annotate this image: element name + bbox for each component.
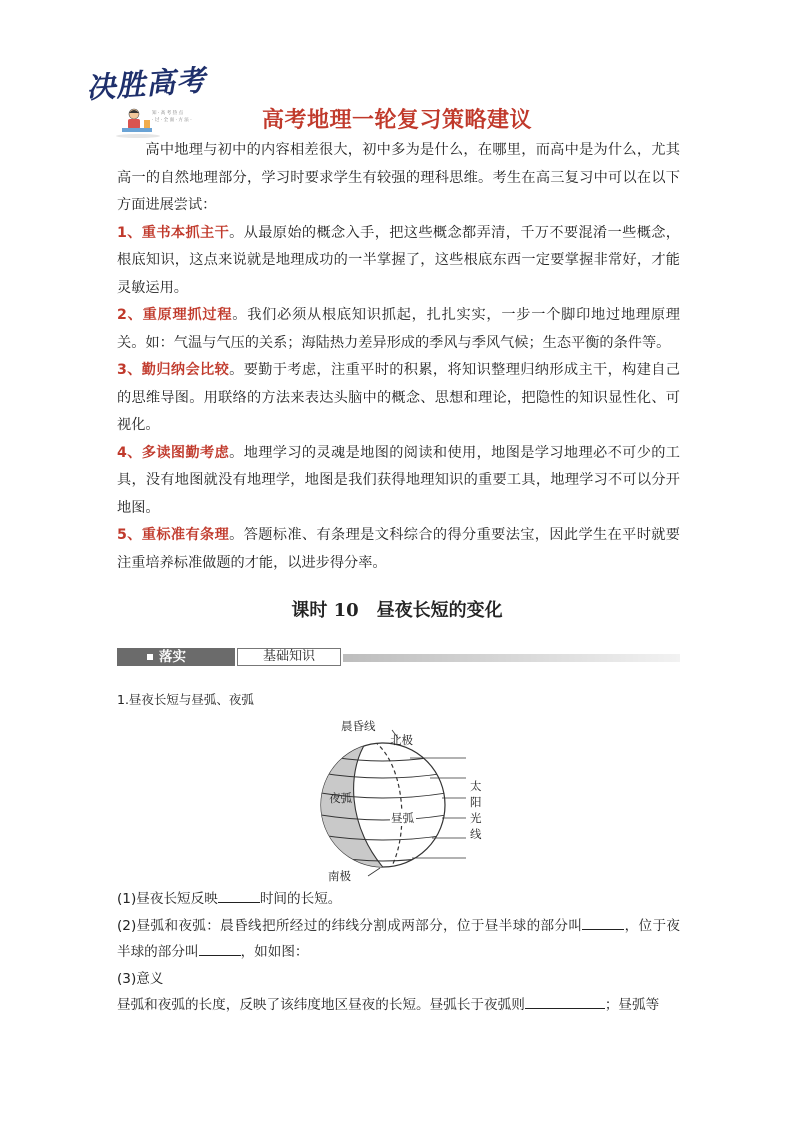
bar-gradient-divider (343, 654, 680, 662)
lesson-number: 课时 10 (291, 600, 359, 621)
strategy-section (117, 137, 680, 577)
answer-blank[interactable] (199, 942, 241, 956)
tip-text: 。答题标准、有条理是文科综合的得分重要法宝，因此学生在平时就要注重培养标准做题的才能，以进步得分率。 (117, 527, 680, 571)
day-arc-label: 昼弧 (391, 811, 414, 825)
tip-label: 4、多读图勤考虑 (117, 444, 230, 461)
square-bullet-icon (147, 654, 153, 660)
lesson-name: 昼夜长短的变化 (376, 600, 503, 621)
tip-text: 。要勤于考虑，注重平时的积累，将知识整理归纳形成主干，构建自己的思维导图。用联络的方法来表达头脑中的概念、思想和理论，把隐性的知识显性化、可视化。 (117, 362, 680, 433)
bar-dark-tab (117, 648, 235, 666)
page-title: 高考地理一轮复习策略建议 (261, 108, 532, 133)
bar-dark-label: 落实 (159, 649, 186, 665)
sunlight-label-char: 阳 (470, 795, 482, 809)
tip-paragraph (117, 302, 680, 357)
tip-label: 2、重原理抓过程 (117, 307, 233, 323)
sunlight-label-char: 太 (470, 779, 482, 793)
sunlight-label-char: 光 (470, 811, 482, 825)
tip-label: 3、勤归纳会比较 (117, 362, 230, 378)
questions-section (117, 886, 680, 1019)
question-2: (2)昼弧和夜弧：晨昏线把所经过的纬线分割成两部分，位于昼半球的部分叫 ，位于夜半球的部分叫 ，如如图： (117, 917, 680, 960)
section-heading: 1.昼夜长短与昼弧、夜弧 (117, 692, 254, 707)
question-3: (3)意义 (117, 970, 164, 987)
tip-text: 。从最原始的概念入手，把这些概念都弄清，千万不要混淆一些概念，根底知识，这点来说就是地理成功的一半掌握了，这些根底东西一定要掌握非常好，才能灵敏运用。 (117, 224, 680, 296)
tip-paragraph (117, 220, 680, 303)
tip-paragraph (117, 357, 680, 440)
tip-paragraph (117, 440, 680, 523)
bar-light-tab: 基础知识 (237, 648, 341, 666)
night-arc-label: 夜弧 (329, 791, 352, 805)
answer-blank[interactable] (525, 995, 605, 1009)
south-pole-label: 南极 (328, 869, 351, 883)
tip-text: 。我们必须从根底知识抓起，扎扎实实，一步一个脚印地过地理原理关。如：气温与气压的关系；海陆热力差异形成的季风与季风气候；生态平衡的条件等。 (117, 307, 680, 351)
tip-text: 。地理学习的灵魂是地图的阅读和使用，地图是学习地理必不可少的工具，没有地图就没有地理学，地图是我们获得地理知识的重要工具，地理学习不可以分开地图。 (117, 444, 680, 516)
tip-label: 1、重书本抓主干 (117, 224, 230, 241)
terminator-label: 晨昏线 (341, 719, 376, 733)
tip-paragraph (117, 522, 680, 577)
section-bar (117, 647, 680, 667)
answer-blank[interactable] (582, 916, 624, 930)
tip-label: 5、重标准有条理 (117, 527, 230, 543)
sunlight-label-char: 线 (470, 827, 482, 841)
intro-paragraph: 高中地理与初中的内容相差很大，初中多为是什么，在哪里，而高中是为什么，尤其高一的自然地理部分，学习时要求学生有较强的理科思维。考生在高三复习中可以在以下方面进展尝试： (117, 142, 680, 213)
logo-text: 决胜高考 (85, 62, 208, 106)
logo-tagline: 知 · 高 考 热 点 · 过 · 全 面 · 方 法 · (152, 111, 192, 123)
question-4: 昼弧和夜弧的长度，反映了该纬度地区昼夜的长短。昼弧长于夜弧则 ；昼弧等 (117, 997, 660, 1013)
north-pole-label: 北极 (390, 733, 413, 747)
question-1: (1)昼夜长短反映 时间的长短。 (117, 891, 342, 907)
answer-blank[interactable] (218, 889, 260, 903)
day-night-arc-diagram (306, 718, 496, 884)
lesson-title (0, 596, 794, 622)
